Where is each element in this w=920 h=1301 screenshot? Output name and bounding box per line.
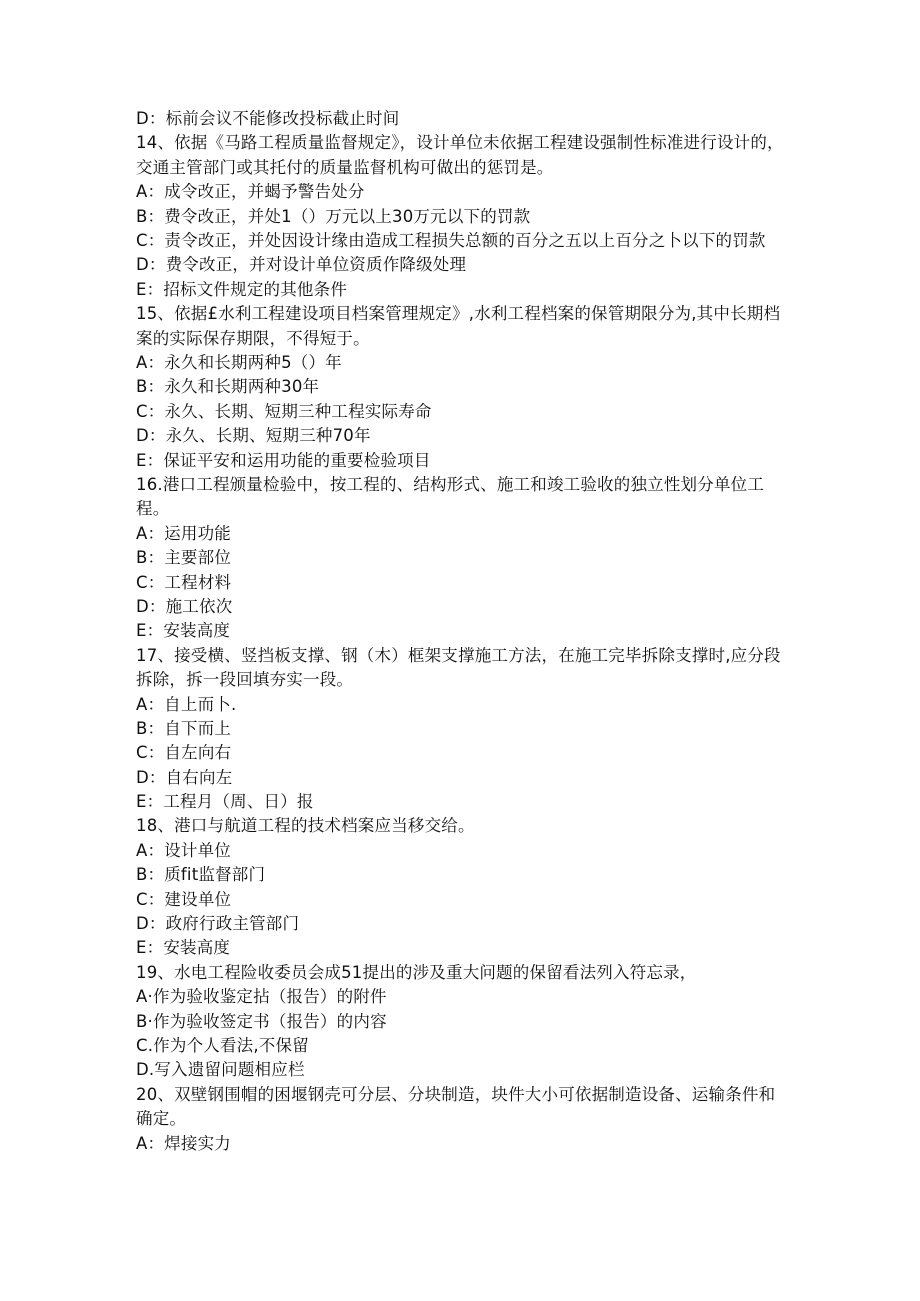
option-e: E：安装高度 (136, 621, 231, 641)
option-b: B：质fit监督部门 (136, 865, 266, 885)
option-b: B：费令改正，并处1（）万元以上30万元以下的罚款 (136, 206, 531, 226)
option-d: D：政府行政主管部门 (136, 914, 300, 934)
option-c: C：工程材料 (136, 572, 232, 592)
question-14: 14、依据《马路工程质量监督规定》，设计单位未依据工程建设强制性标准进行设计的，交通主管部门或其托付的质量监督机构可做出的惩罚是。 (136, 133, 784, 177)
question-17: 17、接受横、竖挡板支撑、钢（木）框架支撑施工方法，在施工完毕拆除支撑时,应分段拆除，拆一段回填夯实一段。 (136, 645, 781, 690)
option-e: E：招标文件规定的其他条件 (136, 279, 348, 299)
question-15: 15、依据£水利工程建设项目档案管理规定》,水利工程档案的保管期限分为,其中长期档案的实际保存期限，不得短于。 (136, 304, 781, 348)
option-c: C：永久、长期、短期三种工程实际寿命 (136, 401, 432, 421)
option-b: B：主要部位 (136, 548, 232, 568)
option-d: D：永久、长期、短期三种70年 (136, 426, 371, 446)
option-a: A：设计单位 (136, 840, 231, 860)
question-19: 19、水电工程险收委员会成51提出的涉及重大问题的保留看法列入符忘录， (136, 962, 697, 982)
option-d: D：费令改正，并对设计单位资质作降级处理 (136, 255, 467, 275)
option-c: C：自左向右 (136, 743, 232, 763)
option-b: B·作为验收签定书（报告）的内容 (136, 1011, 387, 1031)
option-e: E：安装高度 (136, 938, 231, 958)
option-a: A：成令改正，并蝎予警告处分 (136, 182, 365, 202)
option-a: A：永久和长期两种5（）年 (136, 352, 342, 372)
question-20: 20、双壁钢围帽的困堰钢壳可分层、分块制造，块件大小可依据制造设备、运输条件和确定。 (136, 1084, 776, 1129)
option-d: D.写入遗留问题相应栏 (136, 1060, 305, 1080)
option-c: C：建设单位 (136, 889, 232, 909)
option-a: A：焊接实力 (136, 1133, 231, 1153)
text-line: D：标前会议不能修改投标截止时间 (136, 109, 400, 128)
option-d: D：自右向左 (136, 767, 233, 787)
option-a: A：自上而卜. (136, 694, 237, 714)
option-a: A：运用功能 (136, 523, 231, 543)
option-c: C.作为个人看法,不保留 (136, 1035, 309, 1055)
option-e: E：保证平安和运用功能的重要检验项目 (136, 450, 431, 470)
option-e: E：工程月（周、日）报 (136, 792, 314, 812)
option-c: C：责令改正，并处因设计缘由造成工程损失总额的百分之五以上百分之卜以下的罚款 (136, 230, 766, 250)
option-a: A·作为验收鉴定拈（报告）的附件 (136, 987, 387, 1007)
document-body (136, 107, 786, 1156)
question-18: 18、港口与航道工程的技术档案应当移交给。 (136, 816, 475, 836)
option-d: D：施工依次 (136, 596, 233, 616)
option-b: B：自下而上 (136, 718, 232, 738)
option-b: B：永久和长期两种30年 (136, 377, 320, 397)
question-16: 16.港口工程颁量检验中，按工程的、结构形式、施工和竣工验收的独立性划分单位工程。 (136, 474, 765, 519)
